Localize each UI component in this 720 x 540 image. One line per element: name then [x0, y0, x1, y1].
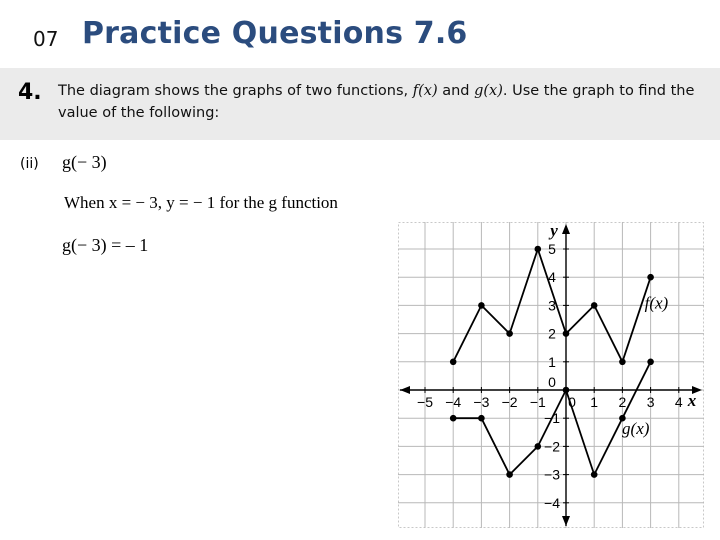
series-point — [647, 274, 654, 281]
x-tick-label: −5 — [417, 394, 433, 410]
graph-svg — [398, 222, 704, 528]
part-label: (ii) — [20, 156, 39, 172]
series-point — [647, 359, 654, 366]
x-tick-label: −3 — [473, 394, 490, 410]
series-point — [478, 302, 485, 309]
y-tick-label: −2 — [544, 438, 560, 455]
x-tick-label: 3 — [646, 394, 655, 410]
question-text-before: The diagram shows the graphs of two functions, — [58, 83, 409, 99]
x-axis-label: x — [687, 391, 697, 410]
y-tick-label: −4 — [544, 494, 560, 511]
series-point — [619, 359, 626, 366]
part-expression: g(− 3) — [62, 152, 107, 172]
question-text-after: . Use the graph to find the value of the following: — [58, 83, 695, 121]
solution-step-1: When x = − 3, y = − 1 for the g function — [64, 193, 338, 212]
question-and-word: and — [442, 83, 470, 99]
y-tick-label: 5 — [548, 241, 556, 257]
series-point — [535, 443, 542, 450]
y-tick-label: 1 — [548, 353, 556, 370]
series-point — [563, 387, 570, 394]
y-axis-label: y — [550, 222, 558, 240]
x-tick-label: −2 — [501, 394, 518, 410]
y-tick-label: 3 — [548, 297, 556, 314]
question-number: 4. — [18, 80, 42, 105]
series-point — [535, 246, 542, 253]
slide-title: Practice Questions 7.6 — [82, 16, 468, 51]
series-point — [591, 471, 598, 478]
series-point — [506, 471, 513, 478]
series-point — [506, 330, 513, 337]
y-tick-label: 2 — [548, 325, 556, 342]
y-tick-label: 0 — [548, 374, 556, 390]
x-tick-label: 2 — [618, 394, 627, 410]
x-tick-label: 0 — [568, 394, 576, 410]
y-tick-label: 4 — [548, 269, 556, 286]
function-graph — [398, 222, 704, 528]
g-function-label: g(x) — [474, 83, 503, 99]
chapter-number: 07 — [33, 27, 59, 51]
f-function-label: f(x) — [412, 83, 438, 99]
series-point — [450, 359, 457, 366]
series-label: f(x) — [644, 293, 669, 313]
series-point — [478, 415, 485, 422]
x-tick-label: 1 — [590, 394, 599, 410]
question-text — [58, 80, 708, 124]
solution-step-2: g(− 3) = – 1 — [62, 235, 149, 255]
y-tick-label: −3 — [544, 466, 560, 483]
series-point — [563, 330, 570, 337]
x-tick-label: −1 — [529, 394, 546, 410]
x-tick-label: 4 — [674, 394, 683, 410]
series-label: g(x) — [622, 419, 650, 439]
x-tick-label: −4 — [445, 394, 462, 410]
y-tick-label: −1 — [544, 410, 560, 427]
series-point — [450, 415, 457, 422]
series-point — [591, 302, 598, 309]
